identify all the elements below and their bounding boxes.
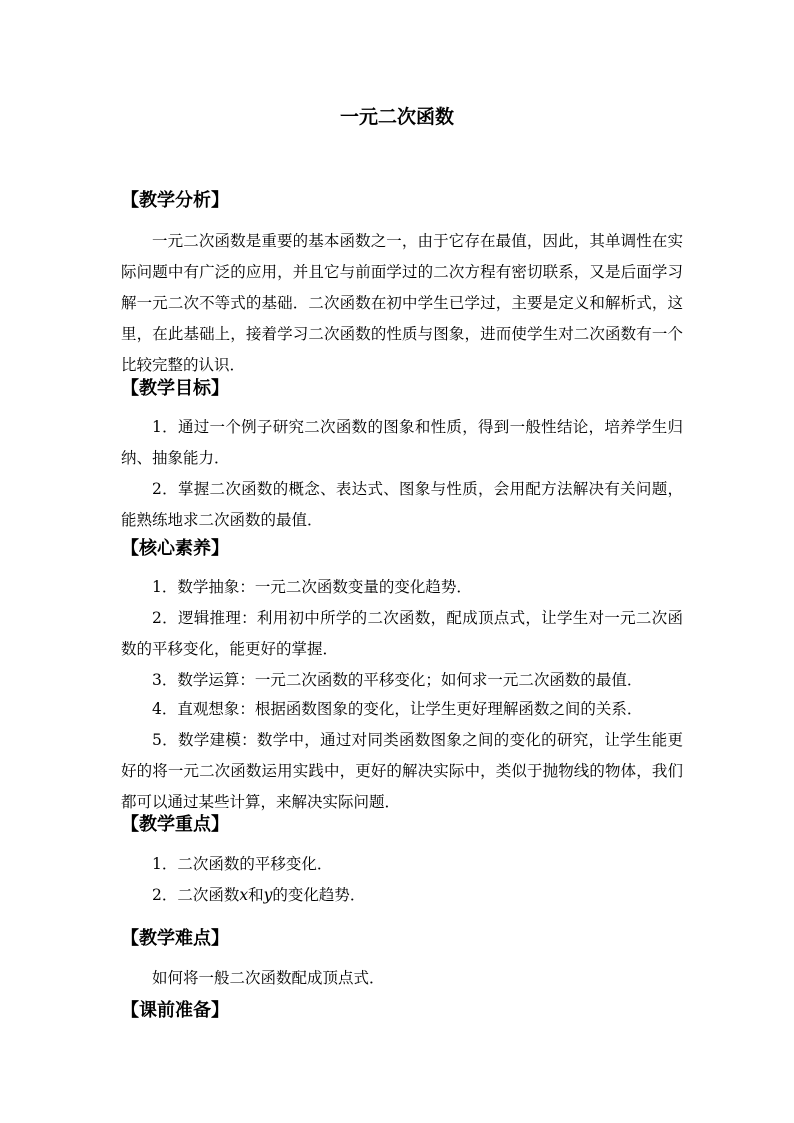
variable-x: x — [239, 886, 249, 904]
heading-key-points: 【教学重点】 — [121, 814, 229, 835]
page-title: 一元二次函数 — [339, 106, 454, 128]
heading-goals: 【教学目标】 — [121, 378, 229, 399]
literacy-item-4: 4．直观想象：根据函数图象的变化，让学生更好理解函数之间的关系． — [152, 700, 643, 718]
heading-preparation: 【课前准备】 — [121, 1000, 229, 1021]
goal-item-2: 2．掌握二次函数的概念、表达式、图象与性质，会用配方法解决有关问题，能熟练地求二次函数的最值． — [121, 480, 683, 529]
goal-item-1: 1．通过一个例子研究二次函数的图象和性质，得到一般性结论，培养学生归纳、抽象能力． — [121, 418, 683, 467]
difficulty-item: 如何将一般二次函数配成顶点式． — [152, 969, 385, 987]
analysis-paragraph: 一元二次函数是重要的基本函数之一，由于它存在最值，因此，其单调性在实际问题中有广泛的应用，并且它与前面学过的二次方程有密切联系，又是后面学习解一元二次不等式的基础．二次函数在初中学生已学过，主要是定义和解析式，这里，在此基础上，接着学习二次函数的性质与图象，进而使学生对二次函数有一个比较完整的认识． — [121, 232, 683, 374]
heading-analysis: 【教学分析】 — [121, 190, 229, 211]
heading-literacy: 【核心素养】 — [121, 538, 229, 559]
heading-difficulty: 【教学难点】 — [121, 928, 229, 949]
literacy-item-2: 2．逻辑推理：利用初中所学的二次函数，配成顶点式，让学生对一元二次函数的平移变化，能更好的掌握． — [121, 609, 683, 658]
literacy-item-5: 5．数学建模：数学中，通过对同类函数图象之间的变化的研究，让学生能更好的将一元二次函数运用实践中，更好的解决实际中，类似于抛物线的物体，我们都可以通过某些计算，来解决实际问题． — [121, 731, 683, 811]
variable-y: y — [263, 886, 273, 904]
key-point-item-2-suffix: 的变化趋势． — [272, 886, 366, 904]
key-point-item-1: 1．二次函数的平移变化． — [152, 855, 333, 873]
key-point-item-2-prefix: 2．二次函数 — [152, 886, 240, 904]
literacy-item-3: 3．数学运算：一元二次函数的平移变化；如何求一元二次函数的最值． — [152, 671, 643, 689]
literacy-item-1: 1．数学抽象：一元二次函数变量的变化趋势． — [152, 578, 472, 596]
key-point-item-2-and: 和 — [248, 886, 264, 904]
key-point-item-2 — [121, 880, 365, 911]
